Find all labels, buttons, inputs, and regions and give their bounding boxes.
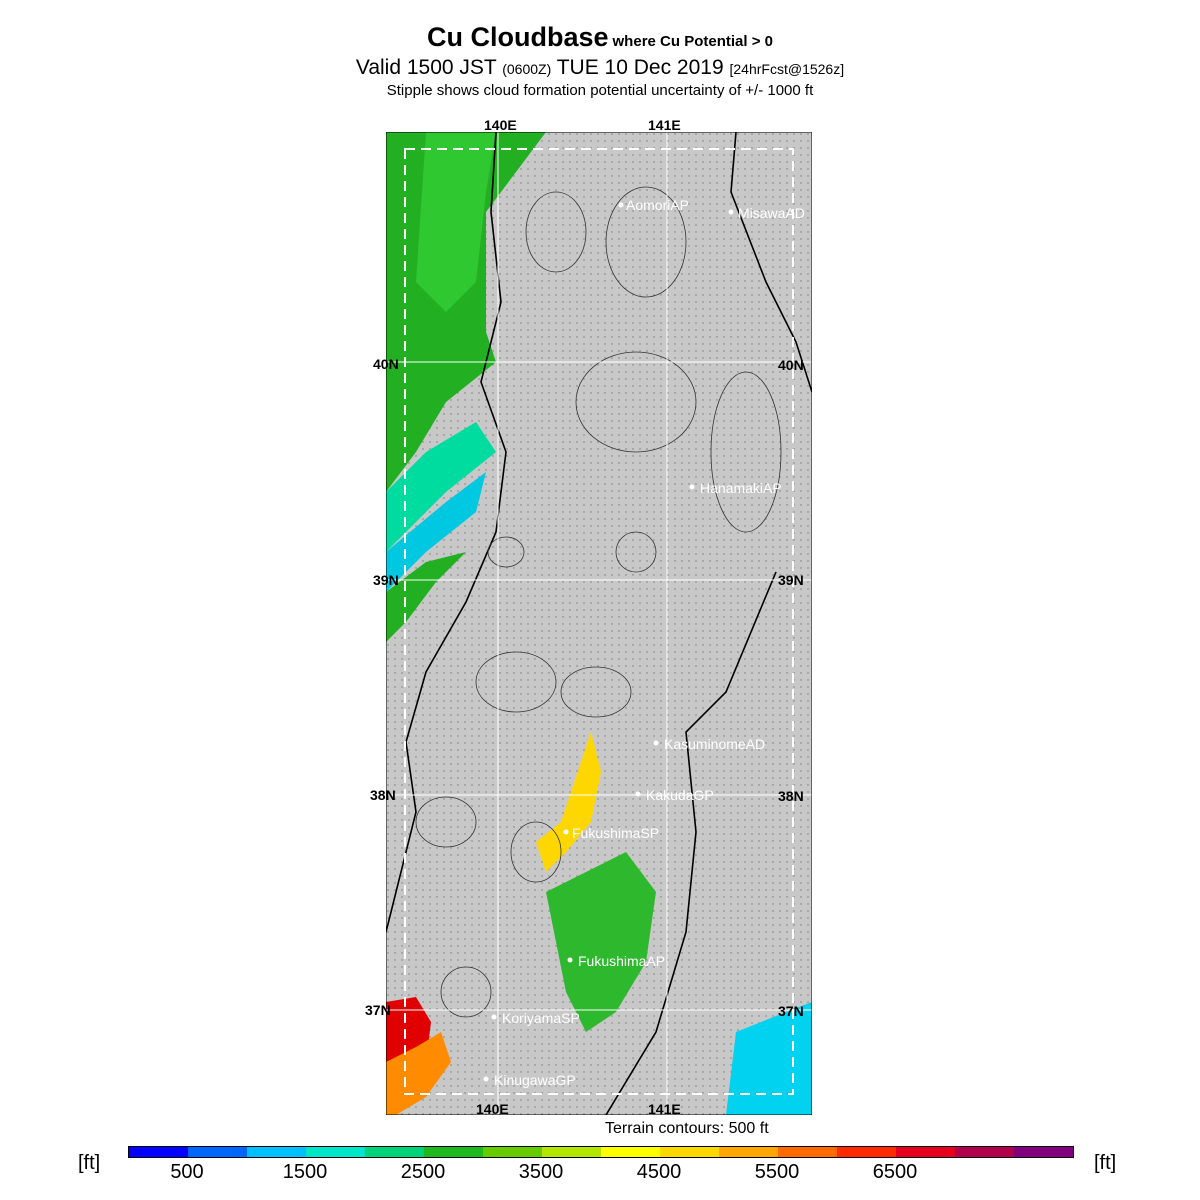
- colorbar-swatch: [483, 1147, 542, 1157]
- lat-label-left-39: 39N: [373, 572, 399, 588]
- colorbar-swatch: [365, 1147, 424, 1157]
- valid-time: [0, 56, 1200, 80]
- station-marker: [568, 958, 573, 963]
- colorbar-tick-label: 1500: [282, 1161, 328, 1183]
- terrain-contours-note: Terrain contours: 500 ft: [605, 1120, 769, 1137]
- colorbar-swatch: [719, 1147, 778, 1157]
- colorbar-unit-right: [ft]: [1094, 1152, 1117, 1174]
- lon-label-top-140: 140E: [484, 117, 517, 133]
- station-marker: [636, 792, 641, 797]
- lon-label-bottom-140: 140E: [476, 1101, 509, 1117]
- station-marker: [654, 741, 659, 746]
- station-label: MisawaAD: [738, 205, 805, 221]
- station-marker: [729, 210, 734, 215]
- colorbar-swatch: [542, 1147, 601, 1157]
- colorbar-swatch: [188, 1147, 247, 1157]
- colorbar-tick-label: 5500: [754, 1161, 800, 1183]
- colorbar-swatch: [660, 1147, 719, 1157]
- map-panel: [386, 132, 812, 1115]
- station-label: KinugawaGP: [494, 1072, 576, 1088]
- colorbar-swatch: [955, 1147, 1014, 1157]
- colorbar-swatch: [1014, 1147, 1073, 1157]
- station-marker: [484, 1077, 489, 1082]
- colorbar-swatch: [837, 1147, 896, 1157]
- valid-z: (0600Z): [502, 61, 552, 77]
- colorbar-swatch: [247, 1147, 306, 1157]
- lat-label-left-37: 37N: [365, 1002, 391, 1018]
- lon-label-top-141: 141E: [648, 117, 681, 133]
- colorbar-unit-left: [ft]: [78, 1152, 101, 1174]
- station-marker: [619, 203, 624, 208]
- colorbar-tick-label: 4500: [636, 1161, 682, 1183]
- colorbar-swatch: [896, 1147, 955, 1157]
- colorbar-swatch: [306, 1147, 365, 1157]
- colorbar-swatch: [778, 1147, 837, 1157]
- colorbar: [128, 1146, 1074, 1158]
- lat-label-left-40: 40N: [373, 356, 399, 372]
- station-label: AomoriAP: [626, 197, 690, 213]
- title-main: Cu Cloudbase: [427, 22, 609, 52]
- valid-date: TUE 10 Dec 2019: [556, 56, 724, 79]
- colorbar-swatch: [129, 1147, 188, 1157]
- stipple-note: Stipple shows cloud formation potential uncertainty of +/- 1000 ft: [386, 82, 814, 99]
- lat-label-right-37: 37N: [778, 1003, 804, 1019]
- title-sub: where Cu Potential > 0: [612, 33, 773, 50]
- station-label: HanamakiAP: [700, 480, 782, 496]
- lat-label-right-39: 39N: [778, 572, 804, 588]
- station-label: KasuminomeAD: [664, 736, 766, 752]
- lat-label-left-38: 38N: [370, 787, 396, 803]
- colorbar-tick-label: 500: [170, 1161, 204, 1183]
- valid-fcst: [24hrFcst@1526z]: [729, 61, 845, 77]
- colorbar-tick-label: 3500: [518, 1161, 564, 1183]
- colorbar-swatch: [424, 1147, 483, 1157]
- station-marker: [690, 485, 695, 490]
- colorbar-tick-label: 6500: [872, 1161, 918, 1183]
- colorbar-tick-label: 2500: [400, 1161, 446, 1183]
- station-label: KoriyamaSP: [502, 1010, 580, 1026]
- lon-label-bottom-141: 141E: [648, 1101, 681, 1117]
- valid-main: Valid 1500 JST: [355, 56, 497, 79]
- station-label: FukushimaSP: [572, 825, 660, 841]
- station-marker: [492, 1015, 497, 1020]
- station-marker: [564, 830, 569, 835]
- chart-title: [0, 22, 1200, 53]
- station-label: KakudaGP: [646, 787, 714, 803]
- lat-label-right-38: 38N: [778, 788, 804, 804]
- station-label: FukushimaAP: [578, 953, 666, 969]
- colorbar-swatch: [601, 1147, 660, 1157]
- lat-label-right-40: 40N: [778, 357, 804, 373]
